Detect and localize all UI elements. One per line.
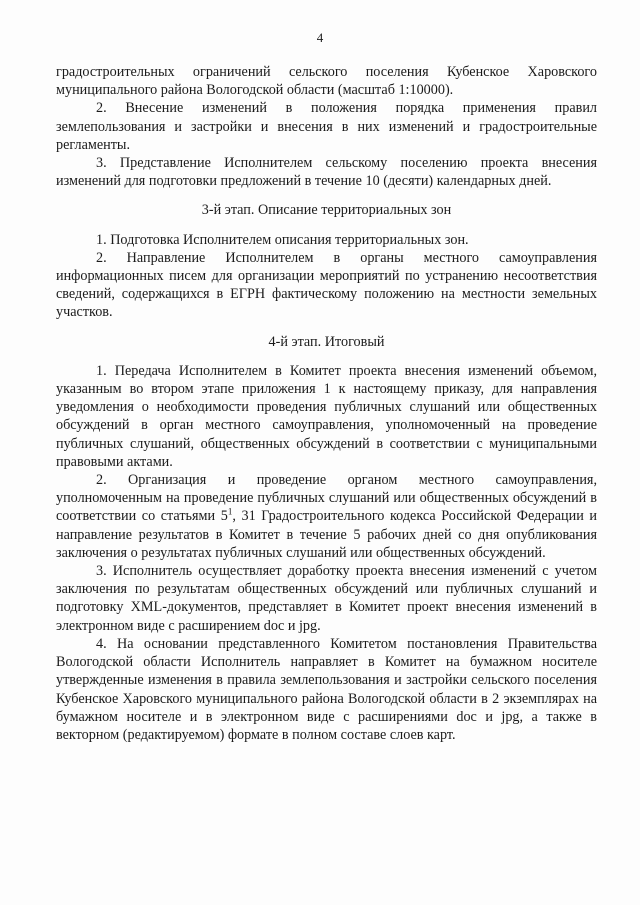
stage3-heading: 3-й этап. Описание территориальных зон — [201, 202, 452, 219]
item2-text-start: 2. Организация и проведение органом местного самоуправления, уполномоченным на проведение публичных слушаний или общественных обсуждений в соответствии со статьями 5 — [56, 472, 597, 525]
item2-text-end: , 31 Градостроительного кодекса Российской Федерации и направление результатов в Комитет в течение 5 рабочих дней со дня опубликования заключения о результатах публичных слушаний или общественных обсуждений. — [56, 508, 597, 561]
paragraph-stage4-item1: 1. Передача Исполнителем в Комитет проекта внесения изменений объемом, указанным во втором этапе приложения 1 к настоящему приказу, для направления уведомления о необходимости проведения публичных слушаний или общественных обсуждений в орган местного самоуправления, уполномоченный на проведение публичных слушаний, общественных обсуждений в соответствии с муниципальными правовыми актами. — [56, 362, 597, 470]
paragraph-stage3-item2: 2. Направление Исполнителем в органы местного самоуправления информационных писем для организации мероприятий по устранению несоответствия сведений, содержащихся в ЕГРН фактическому положению на местности земельных участков. — [56, 249, 597, 321]
paragraph-stage2-item3: 3. Представление Исполнителем сельскому поселению проекта внесения изменений для подготовки предложений в течение 10 (десяти) календарных дней. — [56, 155, 597, 190]
article-superscript: 1 — [227, 506, 233, 517]
document-body — [56, 63, 597, 744]
paragraph-stage4-item3: 3. Исполнитель осуществляет доработку проекта внесения изменений с учетом заключения по результатам общественных обсуждений или публичных слушаний и подготовку XML-документов, представляет в Комитет проект внесения изменений в электронном виде с расширением doc и jpg. — [56, 563, 597, 634]
paragraph-zoning-continuation: градостроительных ограничений сельского поселения Кубенское Харовского муниципального района Вологодской области (масштаб 1:10000). — [56, 64, 597, 99]
page-number: 4 — [316, 30, 324, 45]
paragraph-stage4-item4: 4. На основании представленного Комитетом постановления Правительства Вологодской области Исполнитель направляет в Комитет на бумажном носителе утвержденные изменения в правила землепользования и застройки сельского поселения Кубенское Харовского муниципального района Вологодской области в 2 экземплярах на бумажном носителе и в электронном виде с расширениями doc и jpg, а также в векторном (редактируемом) формате в полном составе слоев карт. — [56, 635, 597, 743]
paragraph-stage2-item2: 2. Внесение изменений в положения порядка применения правил землепользования и застройки и внесения в них изменений и градостроительные регламенты. — [56, 100, 597, 153]
paragraph-stage3-item1: 1. Подготовка Исполнителем описания территориальных зон. — [96, 231, 469, 248]
stage4-heading: 4-й этап. Итоговый — [268, 333, 385, 350]
paragraph-stage4-item2 — [56, 471, 597, 562]
